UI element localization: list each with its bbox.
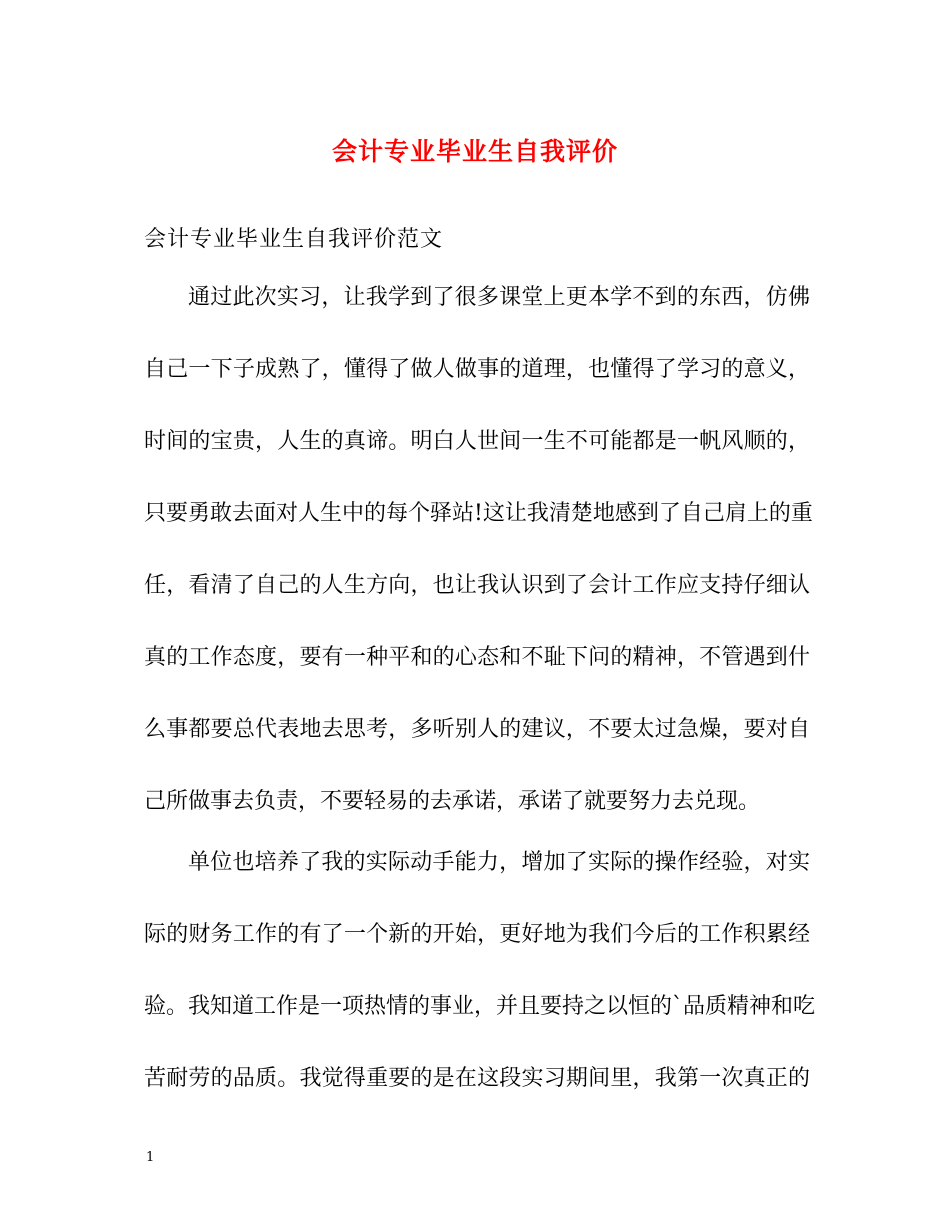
paragraph-line: 只要勇敢去面对人生中的每个驿站!这让我清楚地感到了自己肩上的重 (144, 501, 813, 526)
page-number: 1 (146, 1150, 155, 1165)
paragraph-line: 单位也培养了我的实际动手能力，增加了实际的操作经验，对实 (188, 850, 810, 875)
paragraph-line: 么事都要总代表地去思考，多听别人的建议，不要太过急燥，要对自 (144, 717, 810, 742)
paragraph-line: 己所做事去负责，不要轻易的去承诺，承诺了就要努力去兑现。 (144, 789, 761, 814)
paragraph-line: 真的工作态度，要有一种平和的心态和不耻下问的精神，不管遇到什 (144, 645, 810, 670)
paragraph-line: 时间的宝贵，人生的真谛。明白人世间一生不可能都是一帆风顺的， (144, 429, 810, 454)
paragraph-line: 际的财务工作的有了一个新的开始，更好地为我们今后的工作积累经 (144, 922, 810, 947)
document-subtitle: 会计专业毕业生自我评价范文 (144, 227, 444, 252)
document-title: 会计专业毕业生自我评价 (331, 137, 618, 166)
paragraph-line: 自己一下子成熟了，懂得了做人做事的道理，也懂得了学习的意义， (144, 357, 810, 382)
paragraph-line: 苦耐劳的品质。我觉得重要的是在这段实习期间里，我第一次真正的 (144, 1066, 810, 1091)
paragraph-line: 通过此次实习，让我学到了很多课堂上更本学不到的东西，仿佛 (188, 285, 810, 310)
paragraph-line: 验。我知道工作是一项热情的事业，并且要持之以恒的`品质精神和吃 (144, 994, 816, 1019)
paragraph-line: 任，看清了自己的人生方向，也让我认识到了会计工作应支持仔细认 (144, 573, 810, 598)
